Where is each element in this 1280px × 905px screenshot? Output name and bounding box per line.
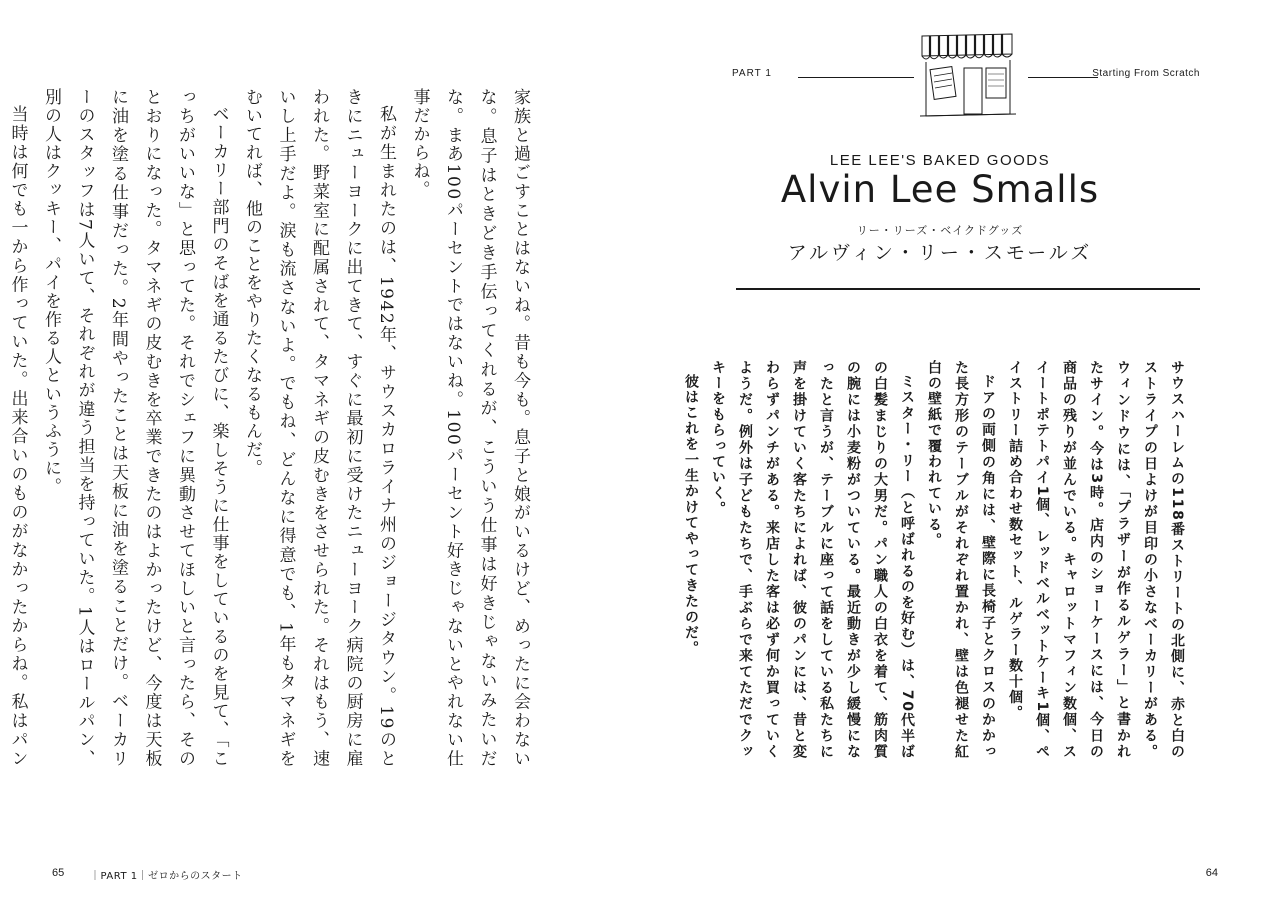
paragraph: ドアの両側の角には、壁際に長椅子とクロスのかかった長方形のテーブルがそれぞれ置かれ、壁は色褪せた紅白の壁紙で覆われている。 (926, 360, 996, 760)
paragraph: ミスター・リー（と呼ばれるのを好む）は、70代半ばの白髪まじりの大男だ。パン職人の白衣を着て、筋肉質の腕には小麦粉がついている。最近動きが少し緩慢になったと言うが、テーブルに座って話をしている私たちに声を掛けていく客たちによれば、彼のパンには、昔と変わらずパンチがある。来店した客は必ず何か買っていくようだ。例外は子どもたちで、手ぶらで来てただでクッキーをもらっていく。 (710, 360, 915, 760)
running-footer: ｜PART 1｜ゼロからのスタート (90, 871, 243, 882)
paragraph: 家族と過ごすことはないね。昔も今も。息子と娘がいるけど、めったに会わないな。息子はときどき手伝ってくれるが、こういう仕事は好きじゃないみたいだな。まあ100パーセントではないね。100パーセント好きじゃないとやれない仕事だからね。 (409, 88, 530, 768)
paragraph: ベーカリー部門のそばを通るたびに、楽しそうに仕事をしているのを見て、「こっちがいいな」と思ってた。それでシェフに異動させてほしいと言ったら、そのとおりになった。タマネギの皮むきを卒業できたのはよかったけど、今度は天板に油を塗る仕事だった。2年間やったことは天板に油を塗ることだけ。ベーカリーのスタッフは7人いて、それぞれが違う担当を持っていた。1人はロールパン、別の人はクッキー、パイを作る人というふうに。 (41, 88, 229, 768)
right-page (640, 0, 1280, 905)
paragraph: サウスハーレムの118番ストリートの北側に、赤と白のストライプの日よけが目印の小さなベーカリーがある。ウィンドウには、「プラザーが作るルゲラー」と書かれたサイン。今は3時。店内のショーケースには、今日の商品の残りが並んでいる。キャロットマフィン数個、スイートポテトパイ1個、レッドベルベットケーキ1個、ペイストリー詰め合わせ数セット、ルゲラー数十個。 (1007, 360, 1185, 760)
left-body-text (7, 88, 536, 768)
bakery-storefront-sketch-icon (912, 24, 1022, 124)
person-name: Alvin Lee Smalls (780, 168, 1100, 211)
part-label: PART 1 (732, 68, 772, 79)
person-name-kana: アルヴィン・リー・スモールズ (787, 242, 1093, 264)
header-rule-right (1028, 77, 1098, 78)
paragraph: 当時は何でも一から作っていた。出来合いのものがなかったからね。私はパン (7, 105, 28, 768)
part-subtitle: Starting From Scratch (1092, 68, 1200, 79)
title-divider (736, 288, 1200, 290)
bakery-name: LEE LEE'S BAKED GOODS (829, 152, 1051, 169)
header-rule-left (798, 77, 914, 78)
bakery-name-kana: リー・リーズ・ベイクドグッズ (856, 224, 1024, 237)
paragraph: 彼はこれを一生かけてやってきたのだ。 (683, 374, 699, 657)
paragraph: 私が生まれたのは、1942年、サウスカロライナ州のジョージタウン。19のときにニューヨークに出てきて、すぐに最初に受けたニューヨーク病院の厨房に雇われた。野菜室に配属されて、タマネギの皮むきをさせられた。それはもう、速いし上手だよ。涙も流さないよ。でもね、どんなに得意でも、1年もタマネギをむいてれば、他のことをやりたくなるもんだ。 (242, 88, 396, 768)
intro-body-text (683, 360, 1190, 760)
page-number: 64 (1205, 867, 1218, 879)
page-number: 65 (52, 867, 65, 879)
